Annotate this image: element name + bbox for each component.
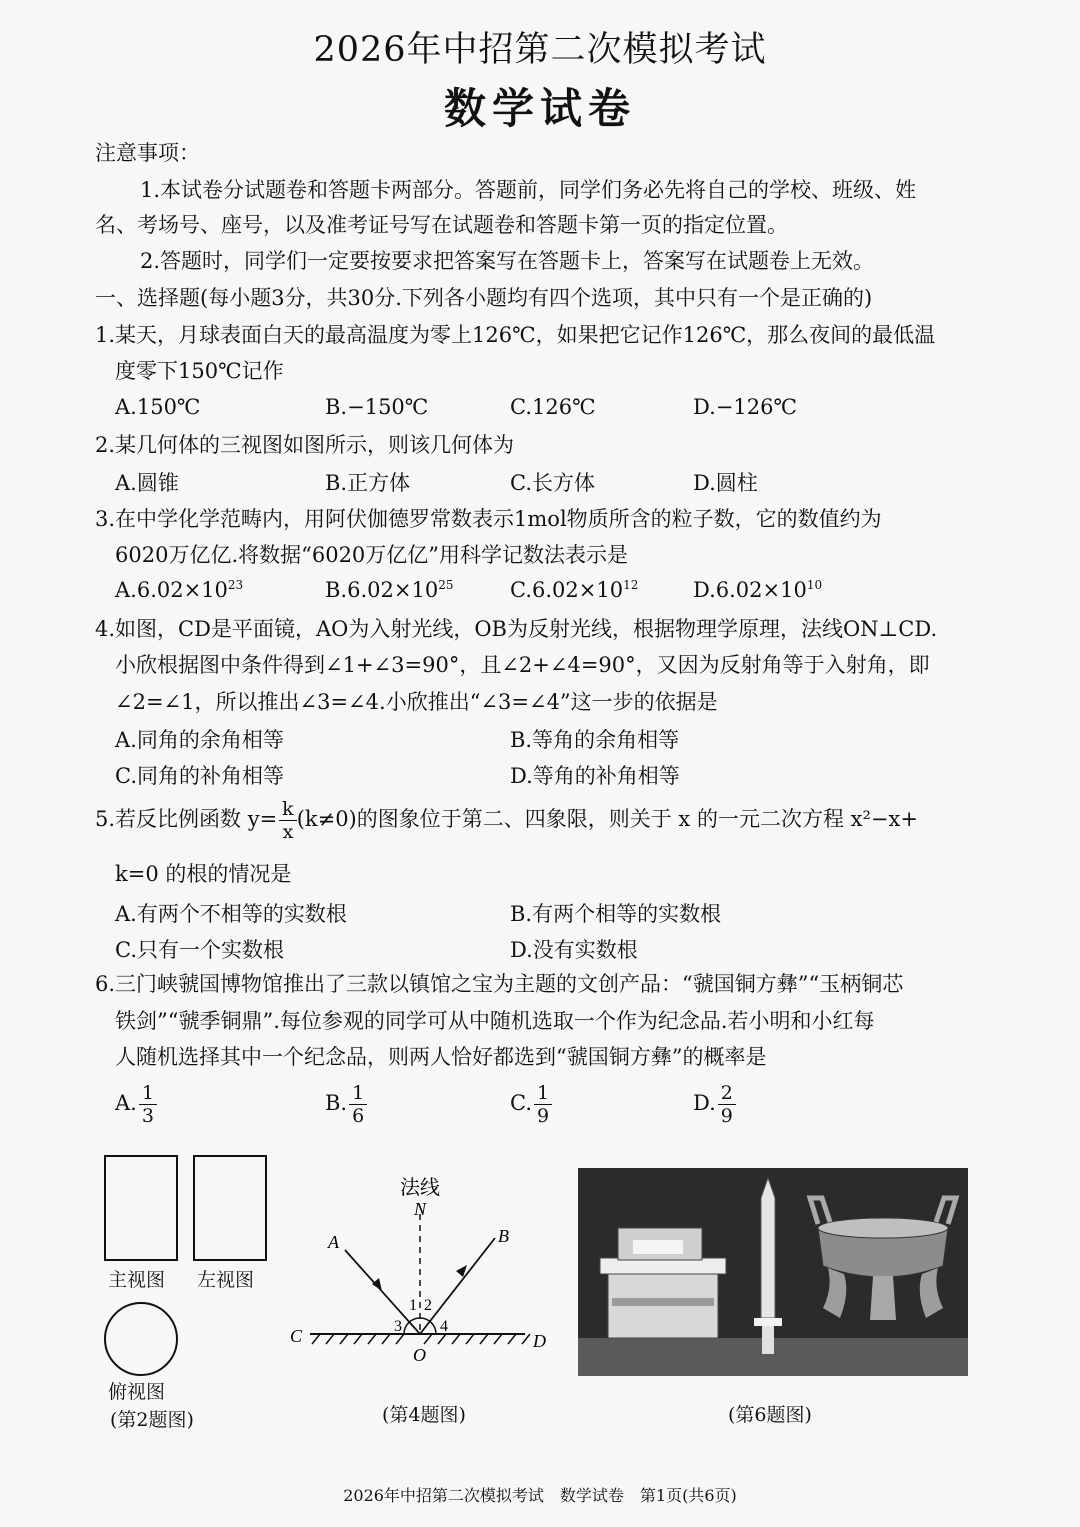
question-1-option-b: B.−150℃ bbox=[325, 395, 429, 419]
question-5-option-a: A.有两个不相等的实数根 bbox=[115, 902, 347, 926]
notice-item-1-line-1: 1.本试卷分试题卷和答题卡两部分。答题前，同学们务必先将自己的学校、班级、姓 bbox=[140, 178, 917, 202]
notice-item-1-line-2: 名、考场号、座号，以及准考证号写在试题卷和答题卡第一页的指定位置。 bbox=[95, 213, 788, 237]
point-o-label: O bbox=[413, 1345, 426, 1365]
figure-2-caption: (第2题图) bbox=[110, 1409, 194, 1431]
front-view-rectangle bbox=[104, 1155, 178, 1261]
angle-3-label: 3 bbox=[394, 1318, 402, 1335]
question-3-option-a: $A.6.02\times 10^{23}$ bbox=[115, 578, 244, 602]
point-c-label: C bbox=[290, 1326, 303, 1346]
question-6-option-a: A. $\frac{1}{3}$ bbox=[115, 1082, 157, 1127]
question-4-option-c: C.同角的补角相等 bbox=[115, 764, 284, 788]
question-4-line-3: ∠2=∠1，所以推出∠3=∠4.小欣推出“∠3=∠4”这一步的依据是 bbox=[115, 690, 718, 714]
question-2-option-a: A.圆锥 bbox=[115, 471, 179, 495]
question-5-option-c: C.只有一个实数根 bbox=[115, 938, 284, 962]
section-heading: 一、选择题(每小题3分，共30分.下列各小题均有四个选项，其中只有一个是正确的) bbox=[95, 286, 873, 310]
question-6-option-b: B. $\frac{1}{6}$ bbox=[325, 1082, 367, 1127]
question-5-line-2: k=0 的根的情况是 bbox=[115, 862, 292, 886]
question-5-option-b: B.有两个相等的实数根 bbox=[510, 902, 722, 926]
cultural-products-photo bbox=[578, 1168, 968, 1376]
angle-2-label: 2 bbox=[424, 1297, 432, 1314]
question-3-option-c: $C.6.02\times 10^{12}$ bbox=[510, 578, 639, 602]
front-view-label: 主视图 bbox=[108, 1269, 166, 1291]
question-5-option-d: D.没有实数根 bbox=[510, 938, 638, 962]
point-n-label: N bbox=[413, 1199, 427, 1219]
point-a-label: A bbox=[328, 1232, 339, 1252]
left-view-label: 左视图 bbox=[197, 1269, 255, 1291]
mirror-hatching bbox=[312, 1334, 530, 1344]
question-2-option-b: B.正方体 bbox=[325, 471, 411, 495]
figure-4-caption: (第4题图) bbox=[382, 1404, 466, 1426]
question-4-line-1: 4.如图，CD是平面镜，AO为入射光线，OB为反射光线，根据物理学原理，法线ON⊥CD. bbox=[95, 617, 938, 641]
question-4-option-a: A.同角的余角相等 bbox=[115, 728, 284, 752]
question-1-line-2: 度零下150℃记作 bbox=[115, 359, 284, 383]
page-footer: 2026年中招第二次模拟考试 数学试卷 第1页(共6页) bbox=[343, 1486, 737, 1505]
question-6-option-d: D. $\frac{2}{9}$ bbox=[693, 1082, 736, 1127]
question-1-option-a: A.150℃ bbox=[115, 395, 201, 419]
question-1-option-c: C.126℃ bbox=[510, 395, 596, 419]
left-view-rectangle bbox=[193, 1155, 267, 1261]
point-d-label: D bbox=[533, 1331, 546, 1351]
k-over-x-fraction: $\frac{k}{x}$ bbox=[279, 798, 297, 843]
question-4-line-2: 小欣根据图中条件得到∠1+∠3=90°，且∠2+∠4=90°，又因为反射角等于入射角，即 bbox=[115, 653, 930, 677]
paper-subject-title: 数学试卷 bbox=[443, 84, 636, 133]
question-6-option-c: C. $\frac{1}{9}$ bbox=[510, 1082, 552, 1127]
question-6-line-2: 铁剑”“虢季铜鼎”.每位参观的同学可从中随机选取一个作为纪念品.若小明和小红每 bbox=[115, 1009, 875, 1033]
question-3-line-2: 6020万亿亿.将数据“6020万亿亿”用科学记数法表示是 bbox=[115, 543, 629, 567]
reflection-diagram bbox=[280, 1170, 570, 1400]
question-2-line-1: 2.某几何体的三视图如图所示，则该几何体为 bbox=[95, 433, 515, 457]
normal-line-label: 法线 bbox=[400, 1177, 440, 1199]
figure-6-caption: (第6题图) bbox=[728, 1404, 812, 1426]
question-2-option-d: D.圆柱 bbox=[693, 471, 758, 495]
incident-arrow-icon bbox=[372, 1278, 382, 1291]
question-3-line-1: 3.在中学化学范畴内，用阿伏伽德罗常数表示1mol物质所含的粒子数，它的数值约为 bbox=[95, 507, 882, 531]
question-6-line-1: 6.三门峡虢国博物馆推出了三款以镇馆之宝为主题的文创产品：“虢国铜方彝”“玉柄铜芯 bbox=[95, 972, 904, 996]
point-b-label: B bbox=[498, 1226, 509, 1246]
angle-1-label: 1 bbox=[409, 1297, 417, 1314]
question-6-line-3: 人随机选择其中一个纪念品，则两人恰好都选到“虢国铜方彝”的概率是 bbox=[115, 1045, 767, 1069]
notice-heading: 注意事项： bbox=[95, 141, 200, 165]
question-1-line-1: 1.某天，月球表面白天的最高温度为零上126℃，如果把它记作126℃，那么夜间的最低温 bbox=[95, 323, 936, 347]
question-3-option-d: $D.6.02\times 10^{10}$ bbox=[693, 578, 823, 602]
reflected-ray-ob bbox=[420, 1238, 495, 1334]
question-4-option-b: B.等角的余角相等 bbox=[510, 728, 680, 752]
top-view-circle bbox=[104, 1302, 178, 1376]
top-view-label: 俯视图 bbox=[108, 1381, 166, 1403]
question-3-option-b: $B.6.02\times 10^{25}$ bbox=[325, 578, 454, 602]
question-5-line-1: 5.若反比例函数 y= $\frac{k}{x}$ (k≠0)的图象位于第二、四象限，则关于 x 的一元二次方程 x²−x+ bbox=[95, 798, 918, 843]
angle-4-label: 4 bbox=[440, 1318, 448, 1335]
question-1-option-d: D.−126℃ bbox=[693, 395, 797, 419]
question-2-option-c: C.长方体 bbox=[510, 471, 595, 495]
incident-ray-ao bbox=[345, 1250, 420, 1334]
question-4-option-d: D.等角的补角相等 bbox=[510, 764, 680, 788]
notice-item-2: 2.答题时，同学们一定要按要求把答案写在答题卡上，答案写在试题卷上无效。 bbox=[140, 249, 875, 273]
exam-title: 2026年中招第二次模拟考试 bbox=[313, 30, 767, 70]
